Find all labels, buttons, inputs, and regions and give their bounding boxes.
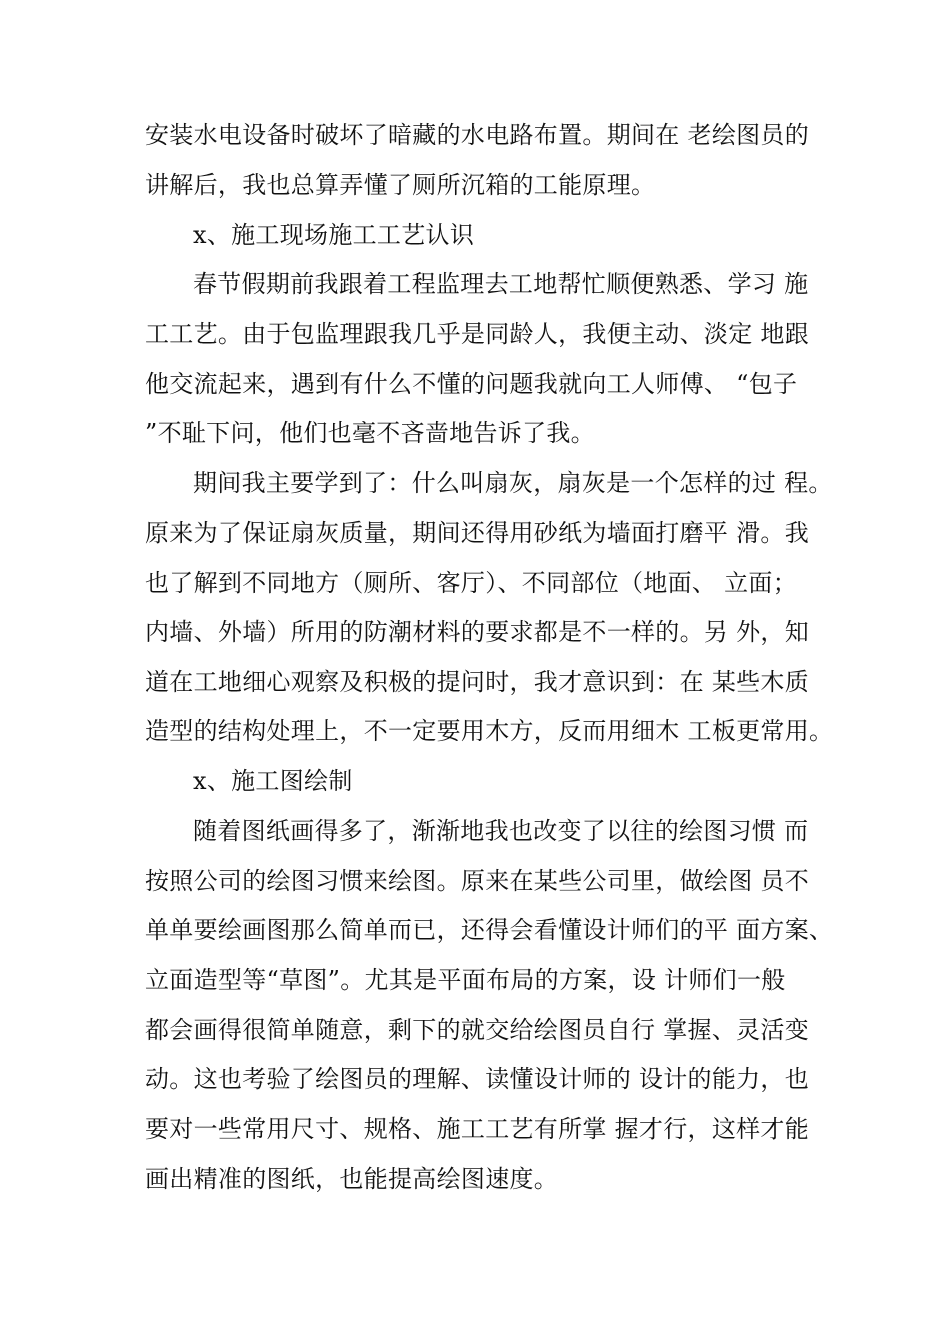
text-line: 按照公司的绘图习惯来绘图。原来在某些公司里，做绘图 员不: [145, 867, 810, 895]
text-line: 内墙、外墙）所用的防潮材料的要求都是不一样的。另 外，知: [145, 618, 810, 646]
text-line: 立面造型等“草图”。尤其是平面布局的方案，设 计师们一般: [145, 966, 786, 994]
text-line: 原来为了保证扇灰质量，期间还得用砂纸为墙面打磨平 滑。我: [145, 519, 810, 547]
text-line: 他交流起来，遇到有什么不懂的问题我就向工人师傅、 “包子: [145, 370, 798, 398]
text-line: 安装水电设备时破坏了暗藏的水电路布置。期间在 老绘图员的: [145, 121, 810, 149]
text-line: 春节假期前我跟着工程监理去工地帮忙顺便熟悉、学习 施: [193, 270, 809, 298]
section-heading: x、施工图绘制: [193, 767, 353, 795]
text-line: 要对一些常用尺寸、规格、施工工艺有所掌 握才行，这样才能: [145, 1115, 810, 1143]
text-line: 都会画得很简单随意，剩下的就交给绘图员自行 掌握、灵活变: [145, 1016, 810, 1044]
text-line: 单单要绘画图那么简单而已，还得会看懂设计师们的平 面方案、: [145, 916, 834, 944]
section-heading: x、施工现场施工工艺认识: [193, 221, 475, 249]
text-line: 动。这也考验了绘图员的理解、读懂设计师的 设计的能力，也: [145, 1065, 810, 1093]
text-line: 工工艺。由于包监理跟我几乎是同龄人，我便主动、淡定 地跟: [145, 320, 810, 348]
text-line: 造型的结构处理上，不一定要用木方，反而用细木 工板更常用。: [145, 717, 834, 745]
text-line: 随着图纸画得多了，渐渐地我也改变了以往的绘图习惯 而: [193, 817, 809, 845]
text-line: 也了解到不同地方（厕所、客厅）、不同部位（地面、 立面；: [145, 569, 798, 597]
text-line: ”不耻下问，他们也毫不吝啬地告诉了我。: [145, 419, 595, 447]
text-line: 讲解后，我也总算弄懂了厕所沉箱的工能原理。: [145, 171, 656, 199]
text-line: 画出精准的图纸，也能提高绘图速度。: [145, 1165, 559, 1193]
text-line: 道在工地细心观察及积极的提问时，我才意识到：在 某些木质: [145, 668, 810, 696]
text-line: 期间我主要学到了：什么叫扇灰，扇灰是一个怎样的过 程。: [193, 469, 833, 497]
